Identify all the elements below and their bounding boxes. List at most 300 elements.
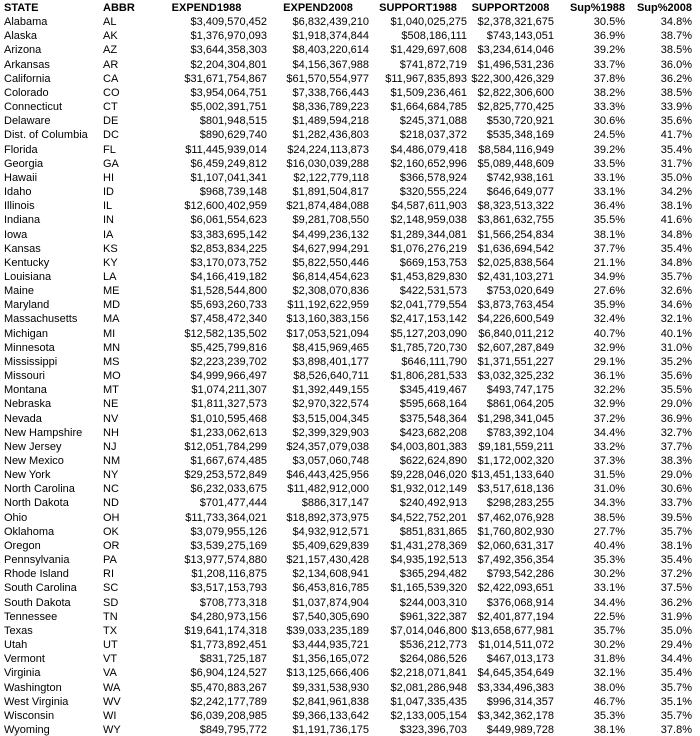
table-row (4, 284, 692, 298)
cell-expend1988: $11,733,364,021 (185, 511, 267, 524)
cell-expend2008: $6,832,439,210 (292, 16, 369, 29)
cell-expend1988: $12,582,135,502 (184, 327, 267, 340)
cell-expend2008: $17,053,521,094 (286, 327, 369, 340)
cell-expend2008: $2,841,961,838 (292, 695, 369, 708)
cell-expend2008: $11,482,912,000 (287, 483, 369, 496)
cell-abbr: CO (103, 86, 120, 99)
cell-sup-pct-1988: 32.2% (593, 384, 625, 397)
cell-sup-pct-1988: 33.2% (593, 440, 625, 453)
cell-expend1988: $1,528,544,800 (190, 285, 267, 298)
cell-sup-pct-2008: 35.4% (660, 554, 692, 567)
table-row (4, 468, 692, 482)
table-row (4, 327, 692, 341)
cell-expend1988: $849,795,772 (199, 723, 267, 736)
cell-state: Texas (4, 624, 33, 637)
table-row (4, 58, 692, 72)
cell-abbr: AZ (103, 44, 118, 57)
cell-expend2008: $3,515,004,345 (292, 412, 369, 425)
cell-sup-pct-2008: 35.4% (660, 667, 692, 680)
cell-support2008: $3,342,362,178 (477, 709, 554, 722)
cell-expend2008: $13,160,383,156 (286, 313, 369, 326)
cell-sup-pct-2008: 34.8% (660, 256, 692, 269)
cell-abbr: NM (103, 455, 121, 467)
cell-abbr: IL (103, 200, 113, 213)
cell-sup-pct-1988: 38.5% (593, 511, 625, 524)
cell-abbr: ID (103, 186, 114, 199)
table-row (4, 114, 692, 128)
cell-expend1988: $4,166,419,182 (190, 270, 267, 283)
cell-sup-pct-1988: 34.4% (593, 596, 625, 609)
cell-sup-pct-1988: 38.1% (593, 723, 625, 736)
table-row (4, 369, 692, 383)
cell-support1988: $218,037,372 (399, 129, 467, 142)
cell-support2008: $2,060,631,317 (477, 539, 554, 552)
cell-expend1988: $6,232,033,675 (190, 483, 267, 496)
table-row (4, 29, 692, 43)
cell-state: Virginia (4, 667, 41, 680)
cell-support1988: $669,153,753 (399, 256, 467, 269)
cell-support1988: $1,509,236,461 (390, 86, 467, 99)
cell-state: Florida (4, 143, 38, 156)
cell-support2008: $4,226,600,549 (477, 313, 554, 326)
cell-sup-pct-2008: 34.4% (660, 653, 692, 666)
cell-support1988: $4,935,192,513 (390, 554, 467, 567)
table-row (4, 86, 692, 100)
cell-abbr: ME (103, 285, 120, 298)
cell-support1988: $1,429,697,608 (390, 44, 467, 57)
cell-expend1988: $12,051,784,299 (184, 440, 267, 453)
table-row (4, 454, 692, 468)
table-row (4, 482, 692, 496)
cell-sup-pct-2008: 35.2% (660, 355, 692, 368)
cell-sup-pct-2008: 34.6% (660, 299, 692, 312)
cell-support2008: $743,143,051 (486, 30, 554, 43)
cell-sup-pct-2008: 29.0% (660, 469, 692, 482)
cell-sup-pct-1988: 31.0% (593, 483, 625, 496)
cell-support1988: $423,682,208 (399, 426, 467, 439)
cell-expend1988: $4,999,966,497 (190, 370, 267, 383)
cell-state: California (4, 72, 51, 85)
cell-support2008: $1,496,531,236 (477, 58, 554, 71)
cell-support1988: $4,486,079,418 (390, 143, 467, 156)
cell-expend2008: $1,918,374,844 (292, 30, 369, 43)
table-body (4, 15, 692, 736)
cell-expend1988: $3,383,695,142 (190, 228, 267, 241)
cell-sup-pct-2008: 35.4% (660, 143, 692, 156)
cell-expend1988: $801,948,515 (199, 115, 267, 128)
header-row (4, 1, 692, 15)
cell-sup-pct-2008: 41.7% (660, 129, 692, 142)
table-row (4, 270, 692, 284)
cell-support2008: $9,181,559,211 (478, 440, 554, 453)
cell-support1988: $345,419,467 (399, 384, 467, 397)
cell-support2008: $1,014,511,072 (478, 639, 554, 652)
cell-state: Alabama (4, 16, 48, 29)
cell-expend1988: $7,458,472,340 (190, 313, 267, 326)
cell-sup-pct-2008: 35.7% (660, 709, 692, 722)
cell-state: Mississippi (4, 355, 58, 368)
cell-support1988: $1,040,025,275 (390, 16, 467, 29)
cell-sup-pct-2008: 35.6% (660, 115, 692, 128)
cell-abbr: FL (103, 143, 116, 156)
cell-support2008: $4,645,354,649 (477, 667, 554, 680)
cell-abbr: MO (103, 370, 121, 383)
cell-expend2008: $8,526,640,711 (293, 370, 369, 383)
cell-support1988: $2,133,005,154 (390, 709, 467, 722)
column-header-support1988: SUPPORT1988 (379, 2, 457, 14)
cell-sup-pct-1988: 33.7% (593, 58, 625, 71)
cell-expend1988: $3,409,570,452 (190, 16, 267, 29)
table-row (4, 426, 692, 440)
table-row (4, 553, 692, 567)
cell-state: Kentucky (4, 256, 50, 269)
cell-support1988: $245,371,088 (399, 115, 467, 128)
cell-support1988: $1,289,344,081 (390, 228, 467, 241)
cell-abbr: NJ (103, 440, 117, 453)
cell-expend2008: $16,030,039,288 (286, 157, 369, 170)
table-row (4, 128, 692, 142)
cell-state: Oregon (4, 539, 41, 552)
cell-support2008: $6,840,011,212 (478, 327, 554, 340)
cell-expend1988: $1,208,116,875 (191, 568, 267, 581)
cell-sup-pct-2008: 34.8% (660, 228, 692, 241)
cell-expend1988: $890,629,740 (199, 129, 267, 142)
table-row (4, 397, 692, 411)
cell-support1988: $375,548,364 (399, 412, 467, 425)
cell-sup-pct-1988: 35.3% (593, 554, 625, 567)
cell-sup-pct-1988: 40.4% (593, 539, 625, 552)
cell-support2008: $2,431,103,271 (477, 270, 554, 283)
cell-expend1988: $6,904,124,527 (190, 667, 267, 680)
cell-support2008: $2,607,287,849 (477, 341, 554, 354)
table-row (4, 72, 692, 86)
cell-support1988: $622,624,890 (399, 455, 467, 467)
cell-support1988: $2,160,652,996 (390, 157, 467, 170)
table-row (4, 199, 692, 213)
cell-expend1988: $1,773,892,451 (190, 639, 267, 652)
cell-sup-pct-1988: 32.9% (593, 341, 625, 354)
cell-state: Nebraska (4, 398, 52, 411)
table-row (4, 709, 692, 723)
cell-sup-pct-1988: 21.1% (593, 256, 625, 269)
cell-support2008: $646,649,077 (486, 186, 554, 199)
cell-abbr: MN (103, 341, 121, 354)
cell-sup-pct-1988: 31.5% (593, 469, 625, 482)
cell-support1988: $961,322,387 (399, 610, 467, 623)
cell-support2008: $3,517,618,136 (477, 483, 554, 496)
cell-state: New Hampshire (4, 426, 83, 439)
cell-expend2008: $24,357,079,038 (286, 440, 369, 453)
cell-abbr: RI (103, 568, 114, 581)
cell-support2008: $996,314,357 (486, 695, 554, 708)
cell-support1988: $5,127,203,090 (390, 327, 467, 340)
cell-support1988: $11,967,835,893 (385, 72, 467, 85)
cell-sup-pct-2008: 33.7% (660, 497, 692, 510)
cell-abbr: MD (103, 299, 121, 312)
cell-abbr: KS (103, 242, 118, 255)
column-header-support2008: SUPPORT2008 (471, 2, 550, 14)
cell-state: Nevada (4, 412, 42, 425)
cell-support2008: $5,089,448,609 (477, 157, 554, 170)
cell-expend1988: $1,667,674,485 (190, 455, 267, 467)
cell-expend2008: $9,281,708,550 (292, 214, 369, 227)
cell-expend1988: $5,693,260,733 (190, 299, 267, 312)
cell-abbr: SD (103, 596, 119, 609)
cell-support2008: $753,020,649 (486, 285, 554, 298)
cell-sup-pct-1988: 34.9% (593, 270, 625, 283)
cell-expend2008: $8,403,220,614 (292, 44, 369, 57)
table-row (4, 624, 692, 638)
cell-abbr: OR (103, 539, 120, 552)
table-row (4, 638, 692, 652)
cell-expend2008: $24,224,113,873 (287, 143, 369, 156)
cell-sup-pct-1988: 33.1% (593, 186, 625, 199)
cell-expend1988: $13,977,574,880 (184, 554, 267, 567)
column-header-sup-pct-1988: Sup%1988 (569, 2, 625, 14)
state-expenditure-table (4, 1, 692, 736)
cell-sup-pct-2008: 36.2% (660, 596, 692, 609)
cell-state: Tennessee (4, 610, 58, 623)
cell-abbr: UT (103, 639, 118, 652)
cell-expend1988: $3,517,153,793 (190, 582, 267, 595)
cell-state: Kansas (4, 242, 41, 255)
cell-support2008: $742,938,161 (486, 171, 554, 184)
cell-expend2008: $3,057,060,748 (292, 455, 369, 467)
cell-sup-pct-2008: 38.7% (660, 30, 692, 43)
cell-state: Wisconsin (4, 709, 55, 722)
cell-abbr: AK (103, 30, 118, 43)
cell-expend2008: $2,970,322,574 (292, 398, 369, 411)
cell-sup-pct-1988: 30.5% (593, 16, 625, 29)
cell-sup-pct-2008: 35.6% (660, 370, 692, 383)
cell-expend2008: $4,499,236,132 (292, 228, 369, 241)
cell-support1988: $2,417,153,142 (390, 313, 467, 326)
cell-support1988: $2,041,779,554 (390, 299, 467, 312)
cell-support1988: $536,212,773 (399, 639, 467, 652)
cell-sup-pct-2008: 35.0% (660, 624, 692, 637)
cell-support2008: $376,068,914 (486, 596, 554, 609)
cell-sup-pct-2008: 37.8% (660, 723, 692, 736)
cell-expend1988: $5,002,391,751 (190, 101, 267, 114)
cell-state: New Mexico (4, 455, 64, 467)
cell-sup-pct-2008: 35.5% (660, 384, 692, 397)
cell-sup-pct-2008: 37.2% (660, 568, 692, 581)
cell-support2008: $1,172,002,320 (477, 455, 554, 467)
table-row (4, 171, 692, 185)
cell-state: Minnesota (4, 341, 55, 354)
cell-support1988: $7,014,046,800 (390, 624, 467, 637)
cell-abbr: DC (103, 129, 119, 142)
cell-support1988: $365,294,482 (399, 568, 467, 581)
cell-expend2008: $7,338,766,443 (292, 86, 369, 99)
cell-support2008: $2,401,877,194 (477, 610, 554, 623)
cell-expend1988: $708,773,318 (199, 596, 267, 609)
cell-abbr: IA (103, 228, 114, 241)
cell-state: Arizona (4, 44, 42, 57)
cell-support1988: $264,086,526 (399, 653, 467, 666)
cell-state: Pennsylvania (4, 554, 70, 567)
cell-sup-pct-1988: 34.4% (593, 426, 625, 439)
cell-expend1988: $701,477,444 (199, 497, 267, 510)
cell-expend1988: $6,459,249,812 (190, 157, 267, 170)
cell-support1988: $320,555,224 (399, 186, 467, 199)
cell-sup-pct-1988: 37.3% (593, 455, 625, 467)
cell-expend2008: $6,453,816,785 (292, 582, 369, 595)
cell-expend2008: $9,366,133,642 (292, 709, 369, 722)
cell-expend1988: $5,470,883,267 (190, 681, 267, 694)
cell-expend2008: $39,033,235,189 (286, 624, 369, 637)
table-row (4, 596, 692, 610)
cell-expend2008: $18,892,373,975 (286, 511, 369, 524)
cell-abbr: WY (103, 723, 121, 736)
table-row (4, 15, 692, 29)
cell-expend1988: $6,061,554,623 (190, 214, 267, 227)
cell-sup-pct-1988: 31.8% (593, 653, 625, 666)
cell-support2008: $8,323,513,322 (477, 200, 554, 213)
cell-support2008: $1,760,802,930 (477, 525, 554, 538)
cell-sup-pct-1988: 39.2% (593, 143, 625, 156)
table-row (4, 525, 692, 539)
cell-support1988: $851,831,865 (399, 525, 467, 538)
cell-abbr: OK (103, 525, 119, 538)
cell-abbr: NE (103, 398, 119, 411)
cell-abbr: MT (103, 384, 119, 397)
cell-abbr: CA (103, 72, 119, 85)
cell-sup-pct-2008: 31.0% (660, 341, 692, 354)
cell-expend2008: $4,627,994,291 (292, 242, 369, 255)
table-row (4, 652, 692, 666)
cell-sup-pct-2008: 40.1% (660, 327, 692, 340)
cell-sup-pct-1988: 35.9% (593, 299, 625, 312)
cell-support2008: $783,392,104 (486, 426, 554, 439)
cell-abbr: WA (103, 681, 121, 694)
cell-expend2008: $3,898,401,177 (292, 355, 369, 368)
cell-support2008: $1,371,551,227 (477, 355, 554, 368)
cell-expend2008: $4,932,912,571 (292, 525, 369, 538)
cell-expend2008: $1,392,449,155 (292, 384, 369, 397)
cell-support1988: $4,587,611,903 (391, 200, 467, 213)
cell-support1988: $1,806,281,533 (390, 370, 467, 383)
cell-sup-pct-1988: 30.2% (593, 568, 625, 581)
cell-sup-pct-2008: 31.9% (660, 610, 692, 623)
cell-state: Colorado (4, 86, 49, 99)
cell-state: Maine (4, 285, 34, 298)
cell-sup-pct-1988: 27.7% (593, 525, 625, 538)
cell-sup-pct-2008: 36.2% (660, 72, 692, 85)
cell-support1988: $4,522,752,201 (390, 511, 467, 524)
table-row (4, 511, 692, 525)
cell-sup-pct-1988: 35.7% (593, 624, 625, 637)
cell-abbr: DE (103, 115, 119, 128)
table-row (4, 723, 692, 736)
table-row (4, 440, 692, 454)
cell-state: Rhode Island (4, 568, 69, 581)
cell-support2008: $2,825,770,425 (477, 101, 554, 114)
cell-sup-pct-2008: 35.4% (660, 242, 692, 255)
cell-support1988: $9,228,046,020 (390, 469, 467, 482)
cell-sup-pct-1988: 33.1% (593, 171, 625, 184)
cell-sup-pct-2008: 38.5% (660, 44, 692, 57)
cell-sup-pct-1988: 36.1% (593, 370, 625, 383)
cell-support1988: $2,081,286,948 (390, 681, 467, 694)
cell-sup-pct-1988: 33.1% (593, 582, 625, 595)
cell-expend2008: $8,415,969,465 (292, 341, 369, 354)
table-row (4, 312, 692, 326)
cell-sup-pct-2008: 38.3% (660, 455, 692, 467)
table-row (4, 185, 692, 199)
cell-state: Utah (4, 639, 28, 652)
cell-expend1988: $2,204,304,801 (190, 58, 267, 71)
cell-state: North Dakota (4, 497, 69, 510)
cell-sup-pct-1988: 34.3% (593, 497, 625, 510)
cell-abbr: NH (103, 426, 119, 439)
cell-support2008: $1,636,694,542 (477, 242, 554, 255)
cell-support2008: $8,584,116,949 (478, 143, 554, 156)
cell-state: South Carolina (4, 582, 77, 595)
cell-state: Massachusetts (4, 313, 78, 326)
cell-state: Connecticut (4, 101, 63, 114)
cell-sup-pct-2008: 35.7% (660, 681, 692, 694)
cell-sup-pct-1988: 32.1% (593, 667, 625, 680)
cell-sup-pct-2008: 36.0% (660, 58, 692, 71)
cell-abbr: MA (103, 313, 120, 326)
table-row (4, 143, 692, 157)
cell-support1988: $2,218,071,841 (390, 667, 467, 680)
cell-expend1988: $4,280,973,156 (190, 610, 267, 623)
cell-expend1988: $1,233,062,613 (190, 426, 267, 439)
cell-abbr: ND (103, 497, 119, 510)
cell-sup-pct-2008: 35.1% (660, 695, 692, 708)
cell-expend2008: $4,156,367,988 (292, 58, 369, 71)
cell-support1988: $244,003,310 (399, 596, 467, 609)
cell-expend1988: $2,853,834,225 (190, 242, 267, 255)
cell-sup-pct-2008: 37.7% (660, 440, 692, 453)
cell-support2008: $530,720,921 (486, 115, 554, 128)
cell-expend2008: $9,331,538,930 (292, 681, 369, 694)
table-row (4, 581, 692, 595)
cell-sup-pct-1988: 29.1% (593, 355, 625, 368)
cell-sup-pct-2008: 32.7% (660, 426, 692, 439)
cell-sup-pct-1988: 36.4% (593, 200, 625, 213)
cell-sup-pct-1988: 39.2% (593, 44, 625, 57)
cell-support1988: $646,111,790 (401, 355, 467, 368)
cell-support1988: $4,003,801,383 (390, 440, 467, 453)
table-row (4, 666, 692, 680)
cell-state: New York (4, 469, 51, 482)
cell-state: Indiana (4, 214, 41, 227)
cell-state: Louisiana (4, 270, 52, 283)
cell-state: South Dakota (4, 596, 71, 609)
cell-expend2008: $46,443,425,956 (286, 469, 369, 482)
cell-sup-pct-2008: 38.1% (660, 200, 692, 213)
cell-state: Idaho (4, 186, 32, 199)
cell-abbr: AL (103, 16, 117, 29)
cell-sup-pct-1988: 38.1% (593, 228, 625, 241)
cell-expend1988: $3,079,955,126 (190, 525, 267, 538)
cell-state: Illinois (4, 200, 35, 213)
cell-abbr: WI (103, 709, 117, 722)
cell-sup-pct-2008: 39.5% (660, 511, 692, 524)
cell-sup-pct-2008: 32.6% (660, 285, 692, 298)
cell-expend2008: $886,317,147 (301, 497, 369, 510)
cell-expend2008: $21,874,484,088 (286, 200, 369, 213)
cell-support1988: $508,186,111 (401, 30, 467, 43)
cell-sup-pct-2008: 36.9% (660, 412, 692, 425)
cell-sup-pct-2008: 38.5% (660, 86, 692, 99)
cell-expend1988: $12,600,402,959 (184, 200, 267, 213)
cell-expend1988: $1,107,041,341 (190, 171, 267, 184)
cell-abbr: CT (103, 101, 118, 114)
